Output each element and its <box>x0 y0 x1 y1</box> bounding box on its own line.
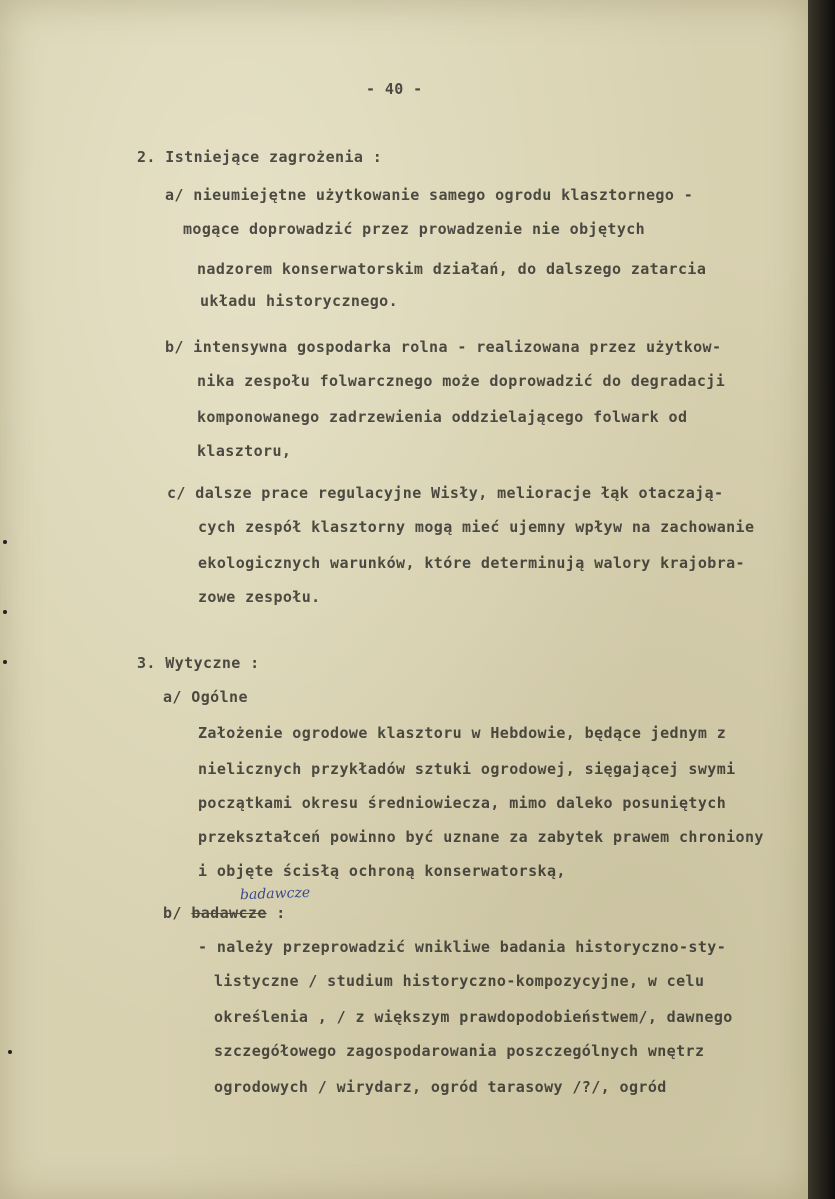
section-3a-heading: a/ Ogólne <box>163 688 248 706</box>
section-2b-line: klasztoru, <box>197 442 292 460</box>
margin-mark <box>3 660 7 664</box>
section-3a-line: początkami okresu średniowiecza, mimo daleko posuniętych <box>198 794 727 812</box>
struck-word: badawcze <box>191 904 267 922</box>
section-3b-line: - należy przeprowadzić wnikliwe badania historyczno-sty- <box>198 938 727 956</box>
section-2a-line: mogące doprowadzić przez prowadzenie nie objętych <box>183 220 646 238</box>
section-3b-colon: : <box>266 904 286 922</box>
section-2b-line: komponowanego zadrzewienia oddzielającego folwark od <box>197 408 688 426</box>
handwritten-correction: badawcze <box>239 884 311 904</box>
margin-mark <box>3 610 7 614</box>
section-3b-line: określenia , / z większym prawdopodobieństwem/, dawnego <box>214 1008 733 1026</box>
section-2a-line: nadzorem konserwatorskim działań, do dalszego zatarcia <box>197 260 707 278</box>
margin-mark <box>3 540 7 544</box>
scan-dark-edge <box>808 0 835 1199</box>
section-2b-line: nika zespołu folwarcznego może doprowadzić do degradacji <box>197 372 726 390</box>
section-3a-line: nielicznych przykładów sztuki ogrodowej, sięgającej swymi <box>198 760 736 778</box>
section-2c-line: ekologicznych warunków, które determinują walory krajobra- <box>198 554 745 572</box>
section-3b-line: szczegółowego zagospodarowania poszczególnych wnętrz <box>214 1042 705 1060</box>
section-2b-line: b/ intensywna gospodarka rolna - realizowana przez użytkow- <box>165 338 722 356</box>
section-3-heading: 3. Wytyczne : <box>137 654 260 672</box>
section-3b-heading <box>163 904 286 922</box>
section-3b-line: listyczne / studium historyczno-kompozycyjne, w celu <box>214 972 705 990</box>
page-number: - 40 - <box>366 80 423 98</box>
section-2-heading: 2. Istniejące zagrożenia : <box>137 148 383 166</box>
section-3a-line: Założenie ogrodowe klasztoru w Hebdowie, będące jednym z <box>198 724 727 742</box>
section-3a-line: i objęte ścisłą ochroną konserwatorską, <box>198 862 566 880</box>
section-2a-line: układu historycznego. <box>200 292 399 310</box>
section-3b-line: ogrodowych / wirydarz, ogród tarasowy /?/, ogród <box>214 1078 667 1096</box>
section-2a-line: a/ nieumiejętne użytkowanie samego ogrodu klasztornego - <box>165 186 694 204</box>
section-2c-line: zowe zespołu. <box>198 588 321 606</box>
section-2c-line: c/ dalsze prace regulacyjne Wisły, melioracje łąk otaczają- <box>167 484 724 502</box>
margin-mark <box>8 1050 12 1054</box>
section-3b-prefix: b/ <box>163 904 182 922</box>
section-3a-line: przekształceń powinno być uznane za zabytek prawem chroniony <box>198 828 764 846</box>
section-2c-line: cych zespół klasztorny mogą mieć ujemny wpływ na zachowanie <box>198 518 755 536</box>
